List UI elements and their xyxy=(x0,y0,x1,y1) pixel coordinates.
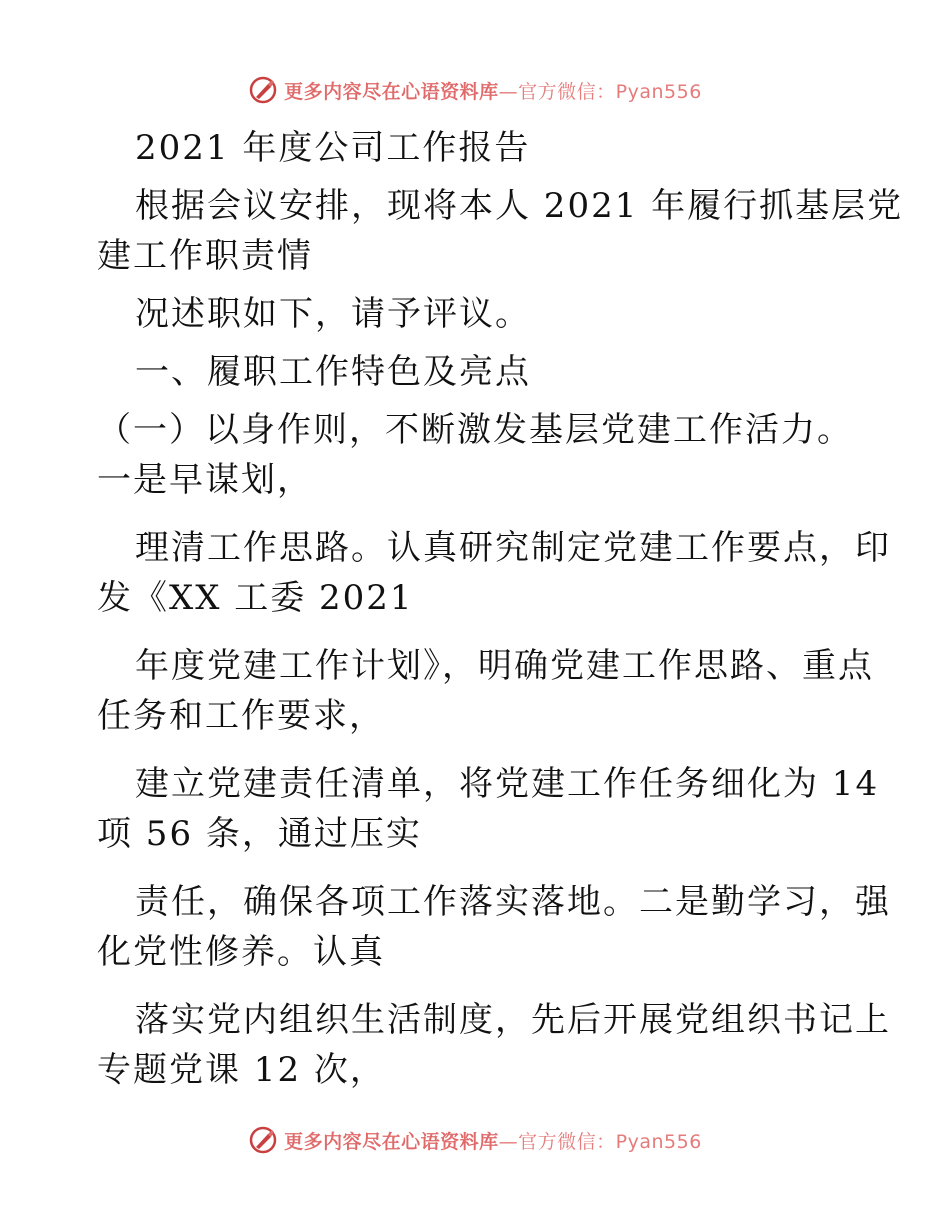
pen-logo-icon xyxy=(248,75,278,105)
paragraph-line: 专题党课 12 次， xyxy=(97,1050,386,1090)
paragraph-line: 根据会议安排，现将本人 2021 年履行抓基层党 xyxy=(135,186,904,226)
section-heading: 一、履职工作特色及亮点 xyxy=(135,352,531,392)
watermark-wechat: —官方微信：Pyan556 xyxy=(498,1130,702,1153)
header-watermark xyxy=(0,70,950,110)
subsection-heading: （一）以身作则，不断激发基层党建工作活力。 xyxy=(97,410,853,450)
footer-watermark xyxy=(0,1120,950,1160)
paragraph-line: 化党性修养。认真 xyxy=(97,932,385,972)
paragraph-line: 建立党建责任清单，将党建工作任务细化为 14 xyxy=(135,764,880,804)
watermark-wechat: —官方微信：Pyan556 xyxy=(498,80,702,103)
watermark-text xyxy=(284,77,702,104)
paragraph-line: 项 56 条，通过压实 xyxy=(97,814,422,854)
paragraph-line: 建工作职责情 xyxy=(97,236,313,276)
paragraph-line: 理清工作思路。认真研究制定党建工作要点，印 xyxy=(135,528,891,568)
paragraph-line: 年度党建工作计划》，明确党建工作思路、重点 xyxy=(135,646,874,686)
paragraph-line: 况述职如下，请予评议。 xyxy=(135,294,531,334)
paragraph-line: 责任，确保各项工作落实落地。二是勤学习，强 xyxy=(135,882,891,922)
paragraph-line: 任务和工作要求， xyxy=(97,696,385,736)
paragraph-line: 落实党内组织生活制度，先后开展党组织书记上 xyxy=(135,1000,891,1040)
paragraph-line: 发《XX 工委 2021 xyxy=(97,578,414,618)
watermark-brand: 更多内容尽在心语资料库 xyxy=(284,1130,499,1153)
watermark-text xyxy=(284,1127,702,1154)
document-body xyxy=(97,123,904,1095)
pen-logo-icon xyxy=(248,1125,278,1155)
paragraph-line: 一是早谋划， xyxy=(97,460,313,500)
watermark-brand: 更多内容尽在心语资料库 xyxy=(284,80,499,103)
document-title: 2021 年度公司工作报告 xyxy=(135,128,531,168)
